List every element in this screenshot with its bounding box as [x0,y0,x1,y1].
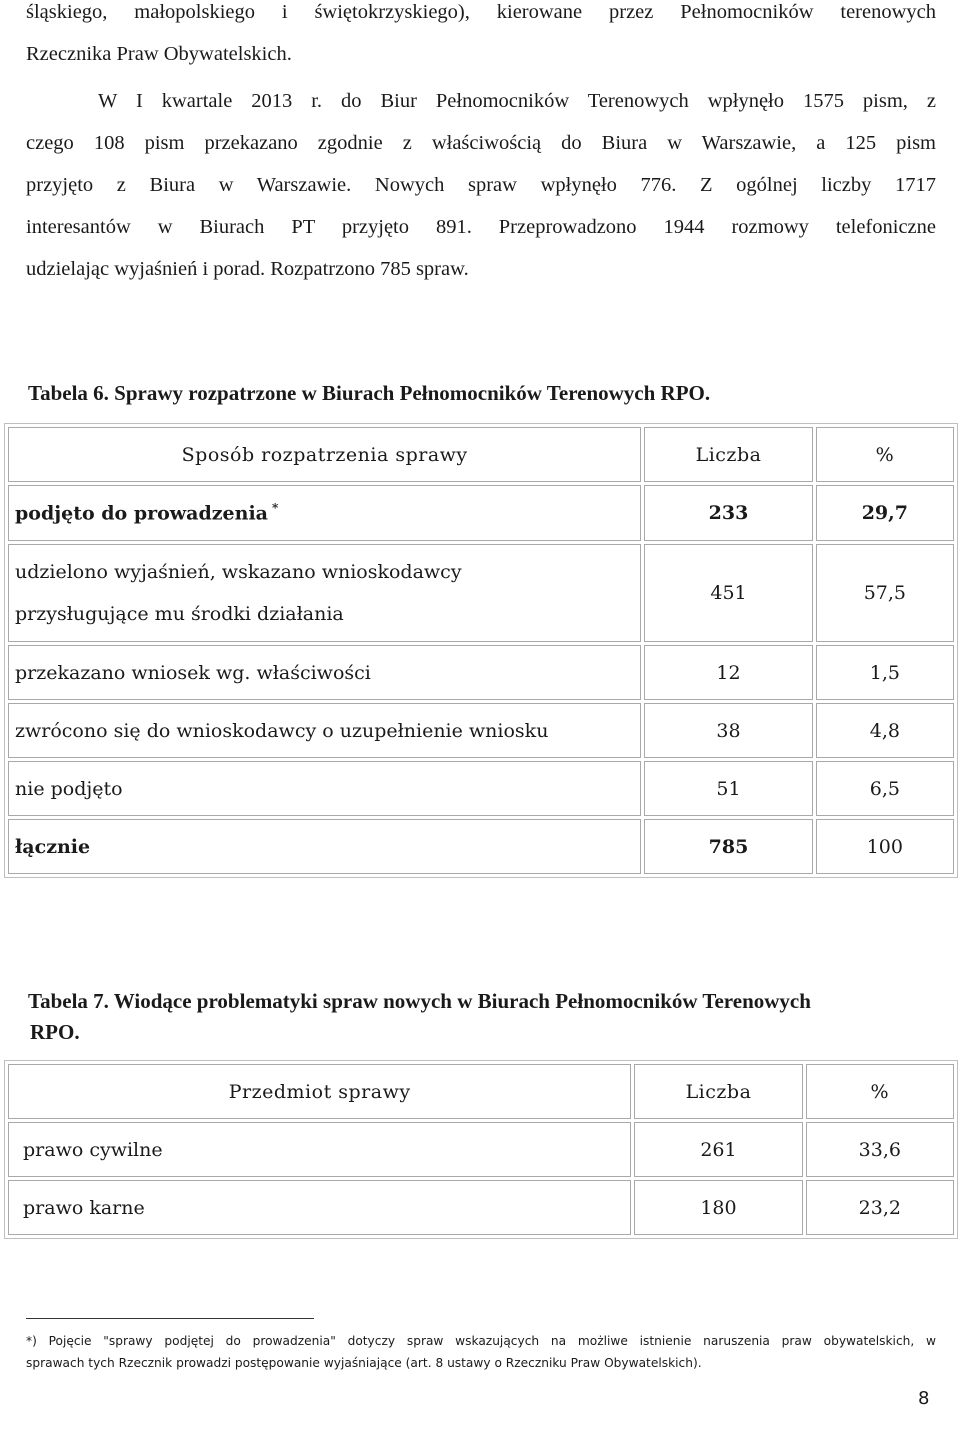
table-row [8,703,954,758]
table7-header-count: Liczba [634,1064,802,1119]
row-label-line-1: udzielono wyjaśnień, wskazano wnioskodawcy [15,561,462,583]
row-percent: 4,8 [816,703,954,758]
row-percent: 100 [816,819,954,874]
table-row [8,761,954,816]
row-percent: 29,7 [816,485,954,541]
row-label-line-2: przysługujące mu środki działania [15,603,344,625]
table6 [4,423,958,878]
footnote [26,1330,936,1374]
row-count: 451 [644,544,812,642]
summary-line-1: W I kwartale 2013 r. do Biur Pełnomocników Terenowych wpłynęło 1575 pism, z [98,90,936,112]
row-label: przekazano wniosek wg. właściwości [8,645,641,700]
summary-line-4: interesantów w Biurach PT przyjęto 891. Przeprowadzono 1944 rozmowy telefoniczne [26,216,936,238]
row-label: łącznie [8,819,641,874]
footnote-line-1: *) Pojęcie "sprawy podjętej do prowadzenia" dotyczy spraw wskazujących na możliwe istnienie naruszenia praw obywatelskich, w [26,1334,936,1348]
table6-header-row [8,427,954,482]
table-row [8,544,954,642]
row-label [8,544,641,642]
row-count: 51 [644,761,812,816]
intro-line-2: Rzecznika Praw Obywatelskich. [26,43,292,65]
intro-paragraph [26,0,936,75]
table6-caption: Tabela 6. Sprawy rozpatrzone w Biurach Pełnomocników Terenowych RPO. [28,381,711,405]
row-count: 180 [634,1180,802,1235]
row-label: prawo karne [8,1180,631,1235]
row-percent: 23,2 [806,1180,954,1235]
footnote-line-2: sprawach tych Rzecznik prowadzi postępowanie wyjaśniające (art. 8 ustawy o Rzeczniku Praw Obywatelskich). [26,1356,702,1370]
intro-line-1: śląskiego, małopolskiego i świętokrzyskiego), kierowane przez Pełnomocników terenowych [26,1,936,23]
table-total-row [8,819,954,874]
row-label: zwrócono się do wnioskodawcy o uzupełnienie wniosku [8,703,641,758]
row-count: 785 [644,819,812,874]
row-percent: 57,5 [816,544,954,642]
row-count: 261 [634,1122,802,1177]
table-row [8,1122,954,1177]
row-count: 12 [644,645,812,700]
row-percent: 6,5 [816,761,954,816]
table-row [8,1180,954,1235]
page-number: 8 [918,1388,930,1409]
row-label: nie podjęto [8,761,641,816]
table7-header-row [8,1064,954,1119]
table6-header-method: Sposób rozpatrzenia sprawy [8,427,641,482]
row-count: 233 [644,485,812,541]
summary-paragraph [26,80,936,290]
table6-header-count: Liczba [644,427,812,482]
table7-caption [28,986,938,1048]
summary-line-5: udzielając wyjaśnień i porad. Rozpatrzono 785 spraw. [26,258,469,280]
table7-header-percent: % [806,1064,954,1119]
summary-line-3: przyjęto z Biura w Warszawie. Nowych spraw wpłynęło 776. Z ogólnej liczby 1717 [26,174,936,196]
row-count: 38 [644,703,812,758]
table7 [4,1060,958,1239]
row-label: podjęto do prowadzenia * [8,485,641,541]
table-row [8,485,954,541]
footnote-rule [26,1318,314,1319]
row-percent: 1,5 [816,645,954,700]
row-label: prawo cywilne [8,1122,631,1177]
table-row [8,645,954,700]
footnote-marker: * [271,501,279,516]
table6-header-percent: % [816,427,954,482]
table7-header-subject: Przedmiot sprawy [8,1064,631,1119]
summary-line-2: czego 108 pism przekazano zgodnie z właściwością do Biura w Warszawie, a 125 pism [26,132,936,154]
table7-caption-line-1: Tabela 7. Wiodące problematyki spraw nowych w Biurach Pełnomocników Terenowych [28,989,811,1013]
row-percent: 33,6 [806,1122,954,1177]
table7-caption-line-2: RPO. [30,1020,80,1044]
